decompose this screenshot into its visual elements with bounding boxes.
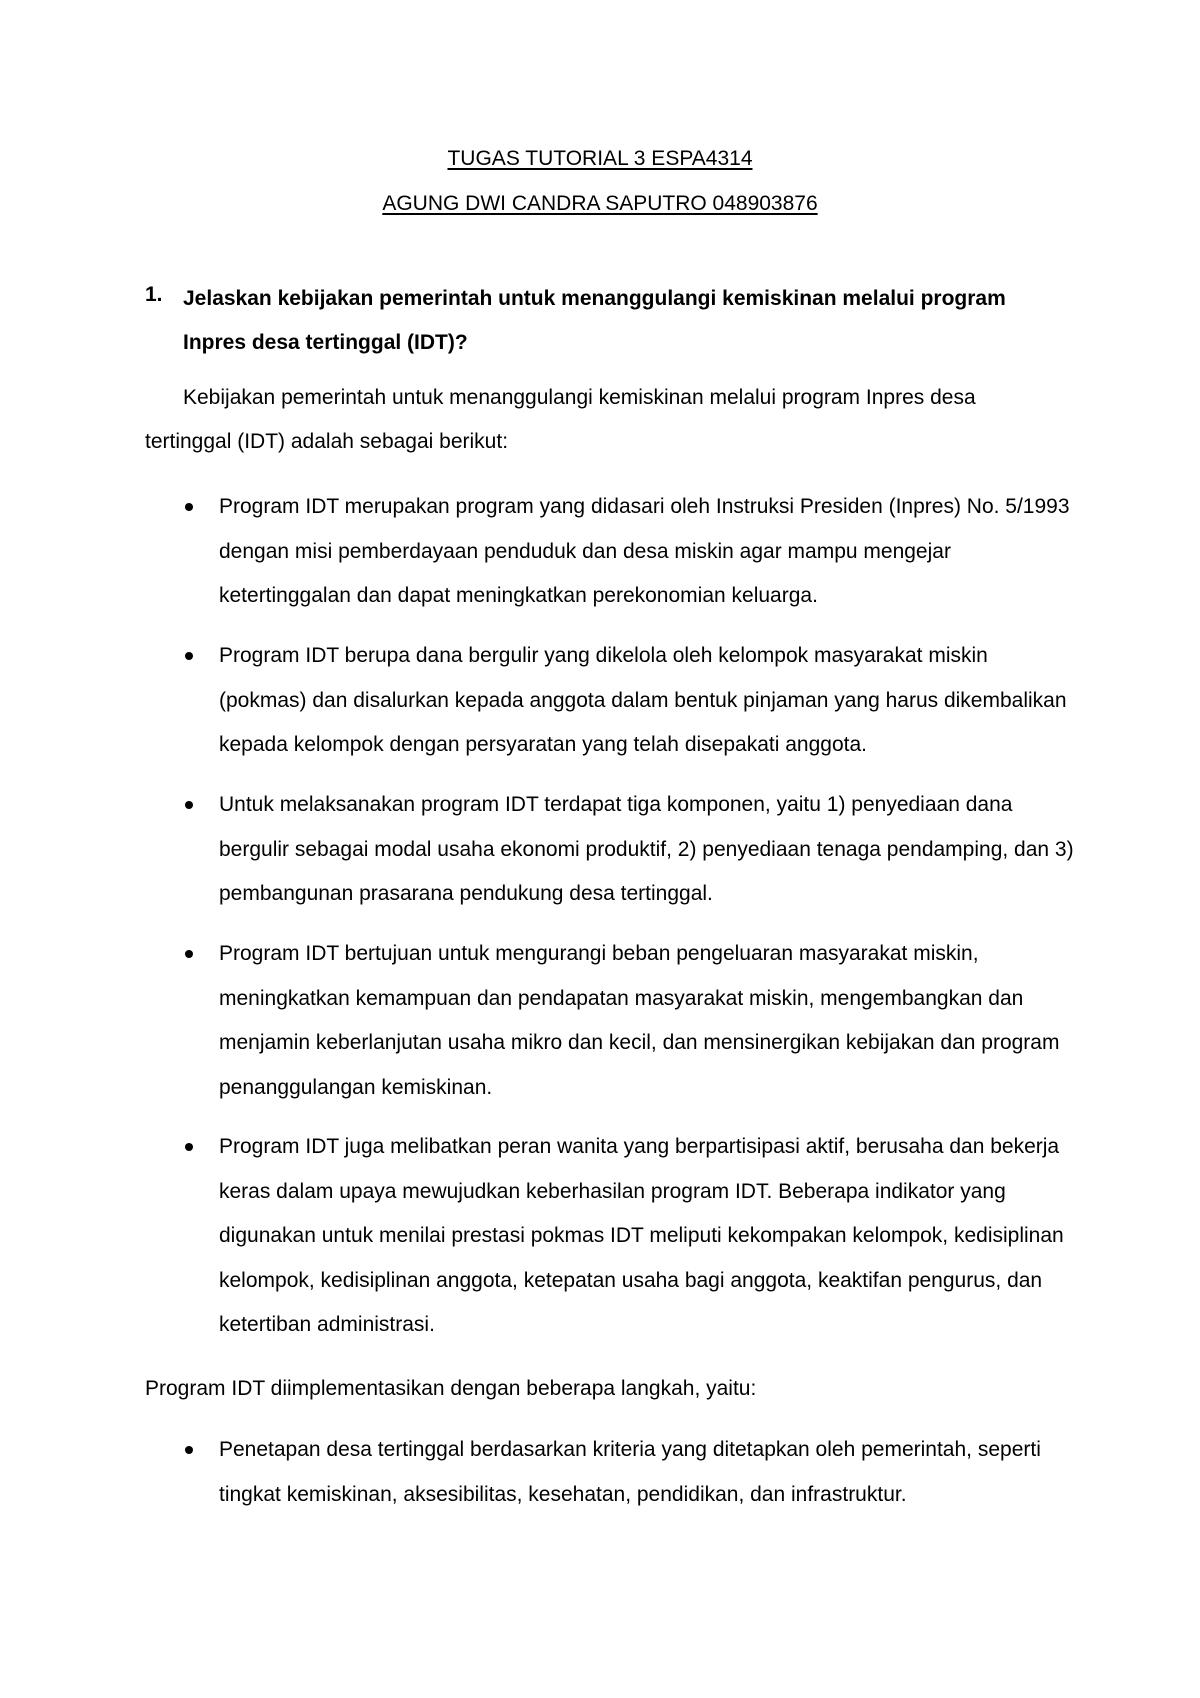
bullet-icon bbox=[185, 1446, 193, 1454]
implementation-intro: Program IDT diimplementasikan dengan beberapa langkah, yaitu: bbox=[145, 1377, 757, 1400]
list-item: Program IDT berupa dana bergulir yang dikelola oleh kelompok masyarakat miskin (pokmas) dan disalurkan kepada anggota dalam bentuk pinjaman yang harus dikembalikan kepada kelompok dengan persyaratan yang telah disepakati anggota. bbox=[219, 644, 1067, 756]
answer-intro: Kebijakan pemerintah untuk menanggulangi kemiskinan melalui program Inpres desa tertinggal (IDT) adalah sebagai berikut: bbox=[145, 386, 976, 453]
bullet-icon bbox=[185, 1143, 193, 1151]
list-item: Untuk melaksanakan program IDT terdapat tiga komponen, yaitu 1) penyediaan dana bergulir sebagai modal usaha ekonomi produktif, 2) penyediaan tenaga pendamping, dan 3) pembangunan prasarana pendukung desa tertinggal. bbox=[219, 793, 1074, 905]
document-title: TUGAS TUTORIAL 3 ESPA4314 bbox=[447, 147, 753, 170]
list-item: Program IDT bertujuan untuk mengurangi beban pengeluaran masyarakat miskin, meningkatkan kemampuan dan pendapatan masyarakat miskin, mengembangkan dan menjamin keberlanjutan usaha mikro dan kecil, dan mensinergikan kebijakan dan program penanggulangan kemiskinan. bbox=[219, 942, 1060, 1099]
question-text: Jelaskan kebijakan pemerintah untuk menanggulangi kemiskinan melalui program Inpres desa tertinggal (IDT)? bbox=[183, 287, 1006, 354]
question-number: 1. bbox=[145, 283, 163, 306]
list-item: Program IDT merupakan program yang didasari oleh Instruksi Presiden (Inpres) No. 5/1993 dengan misi pemberdayaan penduduk dan desa miskin agar mampu mengejar ketertinggalan dan dapat meningkatkan perekonomian keluarga. bbox=[219, 495, 1070, 607]
list-item: Program IDT juga melibatkan peran wanita yang berpartisipasi aktif, berusaha dan bekerja keras dalam upaya mewujudkan keberhasilan program IDT. Beberapa indikator yang digunakan untuk menilai prestasi pokmas IDT meliputi kekompakan kelompok, kedisiplinan kelompok, kedisiplinan anggota, ketepatan usaha bagi anggota, keaktifan pengurus, dan ketertiban administrasi. bbox=[219, 1135, 1064, 1336]
bullet-icon bbox=[185, 503, 193, 511]
list-item: Penetapan desa tertinggal berdasarkan kriteria yang ditetapkan oleh pemerintah, seperti tingkat kemiskinan, aksesibilitas, kesehatan, pendidikan, dan infrastruktur. bbox=[219, 1438, 1041, 1506]
author-line: AGUNG DWI CANDRA SAPUTRO 048903876 bbox=[382, 192, 818, 215]
bullet-icon bbox=[185, 950, 193, 958]
bullet-icon bbox=[185, 801, 193, 809]
bullet-icon bbox=[185, 652, 193, 660]
